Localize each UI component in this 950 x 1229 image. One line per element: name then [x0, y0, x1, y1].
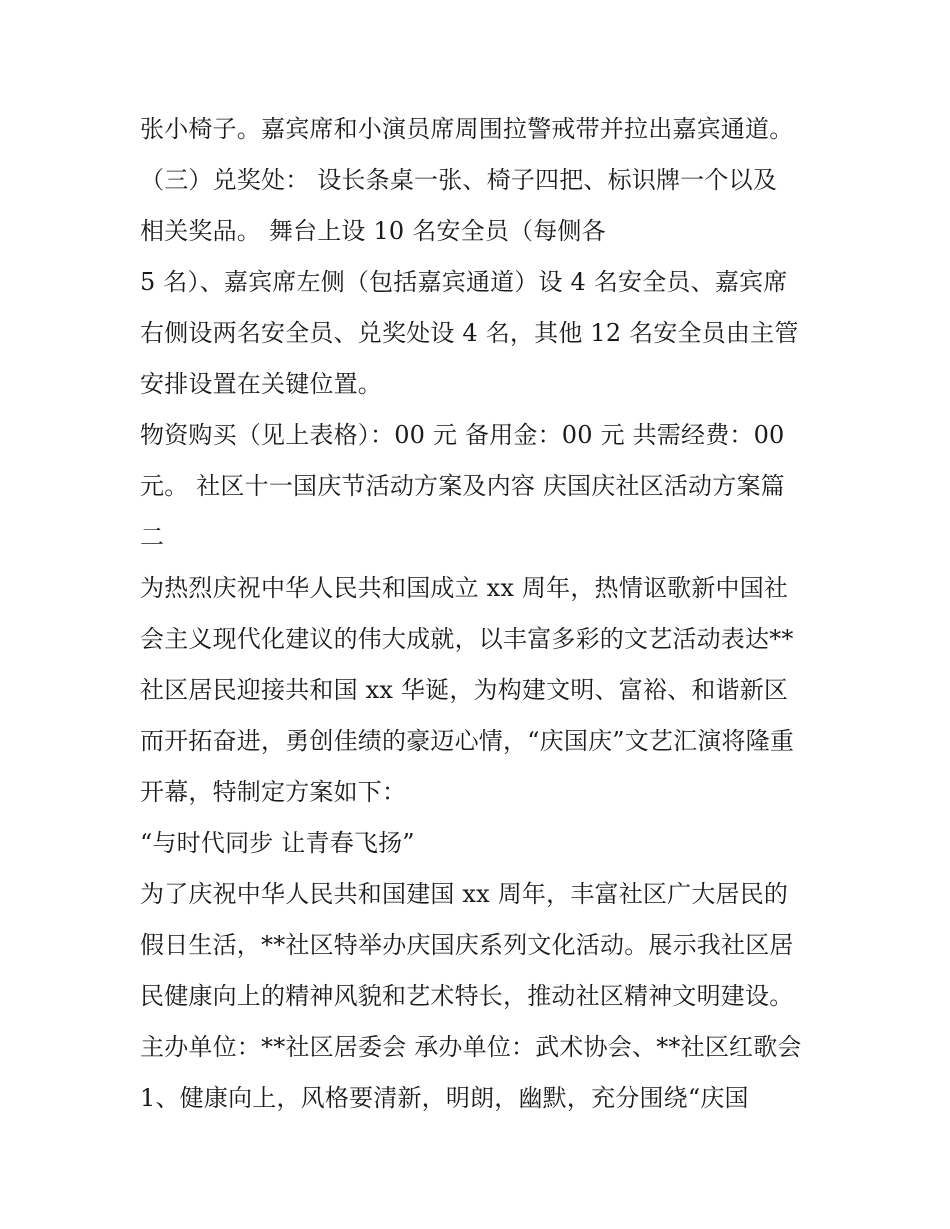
document-body: [140, 104, 820, 1124]
text-line-2: （三）兑奖处： 设长条桌一张、椅子四把、标识牌一个以及: [140, 166, 778, 194]
text-line-6: 安排设置在关键位置。: [140, 370, 382, 398]
text-line-3: 相关奖品。 舞台上设 10 名安全员（每侧各: [140, 217, 606, 245]
text-line-17: 假日生活，**社区特举办庆国庆系列文化活动。展示我社区居: [140, 931, 794, 959]
text-line-12: 社区居民迎接共和国 xx 华诞，为构建文明、富裕、和谐新区: [140, 676, 789, 704]
text-line-1: 张小椅子。嘉宾席和小演员席周围拉警戒带并拉出嘉宾通道。: [140, 115, 794, 143]
text-line-18: 民健康向上的精神风貌和艺术特长，推动社区精神文明建设。: [140, 982, 794, 1010]
text-line-20: 1、健康向上，风格要清新，明朗，幽默，充分围绕“庆国: [140, 1084, 749, 1112]
text-line-11: 会主义现代化建议的伟大成就，以丰富多彩的文艺活动表达**: [140, 625, 794, 653]
text-line-4: 5 名）、嘉宾席左侧（包括嘉宾通道）设 4 名安全员、嘉宾席: [140, 268, 788, 296]
text-line-10: 为热烈庆祝中华人民共和国成立 xx 周年，热情讴歌新中国社: [140, 574, 789, 602]
text-line-16: 为了庆祝中华人民共和国建国 xx 周年，丰富社区广大居民的: [140, 880, 789, 908]
text-line-19: 主办单位：**社区居委会 承办单位：武术协会、**社区红歌会: [140, 1033, 802, 1061]
text-line-13: 而开拓奋进，勇创佳绩的豪迈心情，“庆国庆”文艺汇演将隆重: [140, 727, 795, 755]
text-line-14: 开幕，特制定方案如下：: [140, 778, 407, 806]
text-line-7: 物资购买（见上表格）：00 元 备用金：00 元 共需经费：00: [140, 421, 785, 449]
text-line-9: 二: [140, 523, 165, 551]
text-line-5: 右侧设两名安全员、兑奖处设 4 名，其他 12 名安全员由主管: [140, 319, 799, 347]
text-line-15: “与时代同步 让青春飞扬”: [140, 829, 415, 857]
text-line-8: 元。 社区十一国庆节活动方案及内容 庆国庆社区活动方案篇: [140, 472, 785, 500]
